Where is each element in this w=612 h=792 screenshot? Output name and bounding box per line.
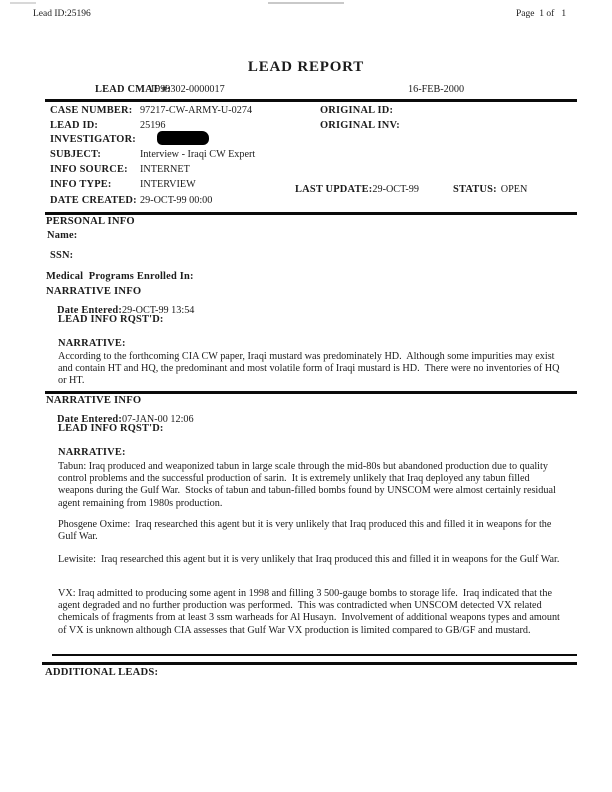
narrative-info-title-1: NARRATIVE INFO bbox=[46, 286, 142, 297]
investigator-label: INVESTIGATOR: bbox=[50, 134, 136, 145]
case-number-label: CASE NUMBER: bbox=[50, 105, 133, 116]
info-type-label: INFO TYPE: bbox=[50, 179, 112, 190]
ssn-label: SSN: bbox=[50, 250, 74, 261]
info-source-value: INTERNET bbox=[140, 164, 190, 175]
personal-info-title: PERSONAL INFO bbox=[46, 216, 135, 227]
narrative-label-1: NARRATIVE: bbox=[58, 338, 126, 349]
name-label: Name: bbox=[47, 230, 78, 241]
date-entered-label-2: Date Entered: bbox=[57, 414, 123, 425]
personal-info-divider bbox=[45, 212, 577, 215]
scan-artifact-top-center bbox=[268, 2, 344, 4]
narrative-paragraph-1-1: According to the forthcoming CIA CW paper, Iraqi mustard was predominately HD. Although some impurities may exist and contain HT and HQ, the predominant and most volatile form of Iraqi mustard is HD. There were no inventories of HQ or HT. bbox=[58, 351, 563, 387]
report-date: 16-FEB-2000 bbox=[408, 84, 465, 95]
medical-programs-label: Medical Programs Enrolled In: bbox=[46, 271, 194, 282]
narrative-label-2: NARRATIVE: bbox=[58, 447, 126, 458]
last-update-field bbox=[295, 179, 419, 197]
scan-artifact-top-left bbox=[10, 2, 36, 4]
lead-id-label: LEAD ID: bbox=[50, 120, 99, 131]
lead-id-value: 25196 bbox=[140, 120, 166, 131]
date-created-label: DATE CREATED: bbox=[50, 195, 137, 206]
case-number-value: 97217-CW-ARMY-U-0274 bbox=[140, 105, 253, 116]
header-divider bbox=[45, 99, 577, 102]
lead-info-rqstd-label-2: LEAD INFO RQST'D: bbox=[58, 423, 164, 434]
bottom-divider-1 bbox=[52, 654, 577, 656]
cmat-label: LEAD CMAT #: bbox=[95, 84, 171, 95]
page-indicator: Page 1 of 1 bbox=[516, 9, 567, 19]
report-title: LEAD REPORT bbox=[247, 59, 365, 75]
last-update-value: 29-OCT-99 bbox=[372, 184, 419, 195]
narrative-info-title-2: NARRATIVE INFO bbox=[46, 395, 142, 406]
cmat-value: 1999302-0000017 bbox=[150, 84, 225, 95]
info-source-label: INFO SOURCE: bbox=[50, 164, 128, 175]
original-id-label: ORIGINAL ID: bbox=[320, 105, 394, 116]
narrative-paragraph-2-2: Phosgene Oxime: Iraq researched this agent but it is very unlikely that Iraq produced this and filled it in weapons for the Gulf War. bbox=[58, 519, 554, 543]
narrative-paragraph-2-1: Tabun: Iraq produced and weaponized tabun in large scale through the mid-80s but abandoned production due to quality control problems and the successful production of sarin. It is extremely unlikely that Iraq deployed any tabun filled weapons during the Gulf War. Stocks of tabun and tabun-filled bombs found by UNSCOM were almost certainly residual agent remaining from 1980s production. bbox=[58, 461, 559, 509]
last-update-label: LAST UPDATE: bbox=[295, 184, 373, 195]
status-value: OPEN bbox=[500, 184, 528, 195]
subject-label: SUBJECT: bbox=[50, 149, 102, 160]
original-inv-label: ORIGINAL INV: bbox=[320, 120, 400, 131]
date-entered-value-1: 29-OCT-99 13:54 bbox=[122, 305, 195, 316]
date-entered-value-2: 07-JAN-00 12:06 bbox=[122, 414, 194, 425]
lead-info-rqstd-label-1: LEAD INFO RQST'D: bbox=[58, 314, 164, 325]
info-type-value: INTERVIEW bbox=[140, 179, 196, 190]
status-field bbox=[453, 179, 527, 197]
date-entered-label-1: Date Entered: bbox=[57, 305, 123, 316]
narrative-2-divider bbox=[45, 391, 577, 394]
additional-leads-title: ADDITIONAL LEADS: bbox=[45, 667, 159, 678]
narrative-paragraph-2-3: Lewisite: Iraq researched this agent but it is very unlikely that Iraq produced this and filled it in weapons for the Gulf War. bbox=[58, 554, 560, 565]
status-label: STATUS: bbox=[453, 184, 497, 195]
bottom-divider-2 bbox=[42, 662, 577, 665]
narrative-paragraph-2-4: VX: Iraq admitted to producing some agent in 1998 and filling 3 500-gauge bombs to storage life. Iraq indicated that the agent degraded and no further production was performed. This was contradicted when UNSCOM detected VX related chemicals of fragments from at least 3 ssm warheads for Al Husayn. Involvement of additional weapons types and amount of VX is unknown although CIA assesses that Gulf War VX production is limited compared to GB/GF and mustard. bbox=[58, 588, 563, 636]
subject-value: Interview - Iraqi CW Expert bbox=[140, 149, 256, 160]
lead-id-header: Lead ID:25196 bbox=[33, 9, 91, 19]
redaction-bar bbox=[157, 131, 209, 145]
date-created-value: 29-OCT-99 00:00 bbox=[140, 195, 213, 206]
